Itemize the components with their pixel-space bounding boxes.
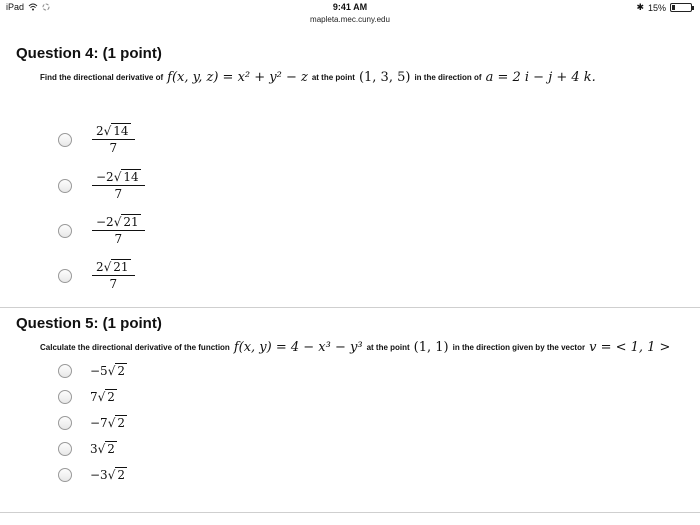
coef: 2 [96, 260, 104, 274]
radicand: 2 [117, 416, 125, 430]
q4-function: f(x, y, z) = x² + y² − z [167, 70, 308, 85]
denominator: 7 [109, 141, 118, 155]
q5-option-1[interactable] [58, 364, 127, 378]
battery-percent: 15% [647, 2, 666, 13]
answer-value: −5√ 2 [90, 364, 125, 378]
radio-button[interactable] [58, 442, 72, 456]
q4-prompt-text-b: at the point [311, 73, 355, 82]
q5-prompt-text-c: in the direction given by the vector [452, 343, 586, 352]
address-bar-url[interactable]: mapleta.mec.cuny.edu [310, 15, 390, 24]
radio-button[interactable] [58, 269, 72, 283]
q4-option-2[interactable] [58, 170, 145, 201]
clock: 9:41 AM [332, 2, 368, 12]
radio-button[interactable] [58, 224, 72, 238]
denominator: 7 [114, 187, 123, 201]
radio-button[interactable] [58, 364, 72, 378]
q5-option-3[interactable] [58, 416, 127, 430]
q5-option-4[interactable] [58, 442, 117, 456]
answer-value: 3√ 2 [90, 442, 115, 456]
q5-point: (1, 1) [413, 340, 449, 355]
battery-fill [672, 5, 675, 10]
divider [0, 307, 700, 308]
coef: 2 [96, 124, 104, 138]
status-bar [0, 0, 700, 14]
denominator: 7 [109, 277, 118, 291]
status-right [636, 2, 692, 13]
q5-prompt-text-b: at the point [366, 343, 410, 352]
radio-button[interactable] [58, 468, 72, 482]
coef: −2 [96, 215, 114, 229]
answer-fraction: $\frac{-2√ 14}{7}$ [92, 170, 145, 201]
radicand: 2 [107, 442, 115, 456]
q5-option-5[interactable] [58, 468, 127, 482]
radio-button[interactable] [58, 390, 72, 404]
answer-fraction: $\frac{2√ 14}{7}$ [92, 124, 135, 155]
bluetooth-icon: ✱ [636, 2, 644, 12]
q5-option-2[interactable] [58, 390, 117, 404]
radicand: 21 [123, 215, 139, 229]
answer-value: 7√ 2 [90, 390, 115, 404]
answer-fraction: $\frac{-2√ 21}{7}$ [92, 215, 145, 246]
q4-option-3[interactable] [58, 215, 145, 246]
radicand: 2 [117, 364, 125, 378]
coef: −3 [90, 468, 108, 482]
radio-button[interactable] [58, 133, 72, 147]
answer-fraction: $\frac{2√ 21}{7}$ [92, 260, 135, 291]
coef: −5 [90, 364, 108, 378]
q5-prompt-text-a: Calculate the directional derivative of the function [40, 343, 230, 352]
radio-button[interactable] [58, 416, 72, 430]
question-4-title: Question 4: (1 point) [16, 45, 162, 62]
radio-button[interactable] [58, 179, 72, 193]
coef: −2 [96, 170, 114, 184]
radicand: 14 [123, 170, 139, 184]
q5-vector: v = < 1, 1 > [589, 340, 671, 355]
device-label: iPad [6, 2, 25, 12]
q4-option-4[interactable] [58, 260, 135, 291]
radicand: 21 [113, 260, 129, 274]
battery-icon [670, 3, 692, 12]
divider [0, 512, 700, 513]
radicand: 2 [117, 468, 125, 482]
denominator: 7 [114, 232, 123, 246]
radicand: 14 [113, 124, 129, 138]
q4-prompt-text-c: in the direction of [414, 73, 482, 82]
q4-point: (1, 3, 5) [358, 70, 411, 85]
coef: 3 [90, 442, 98, 456]
coef: −7 [90, 416, 108, 430]
q5-function: f(x, y) = 4 − x³ − y³ [233, 340, 363, 355]
q4-option-1[interactable] [58, 124, 135, 155]
question-4-prompt [38, 70, 596, 85]
q4-vector: a = 2 i − j + 4 k. [485, 70, 596, 85]
answer-value: −3√ 2 [90, 468, 125, 482]
coef: 7 [90, 390, 98, 404]
q4-prompt-text-a: Find the directional derivative of [40, 73, 164, 82]
question-5-prompt [38, 340, 670, 355]
answer-value: −7√ 2 [90, 416, 125, 430]
question-5-title: Question 5: (1 point) [16, 315, 162, 332]
radicand: 2 [107, 390, 115, 404]
